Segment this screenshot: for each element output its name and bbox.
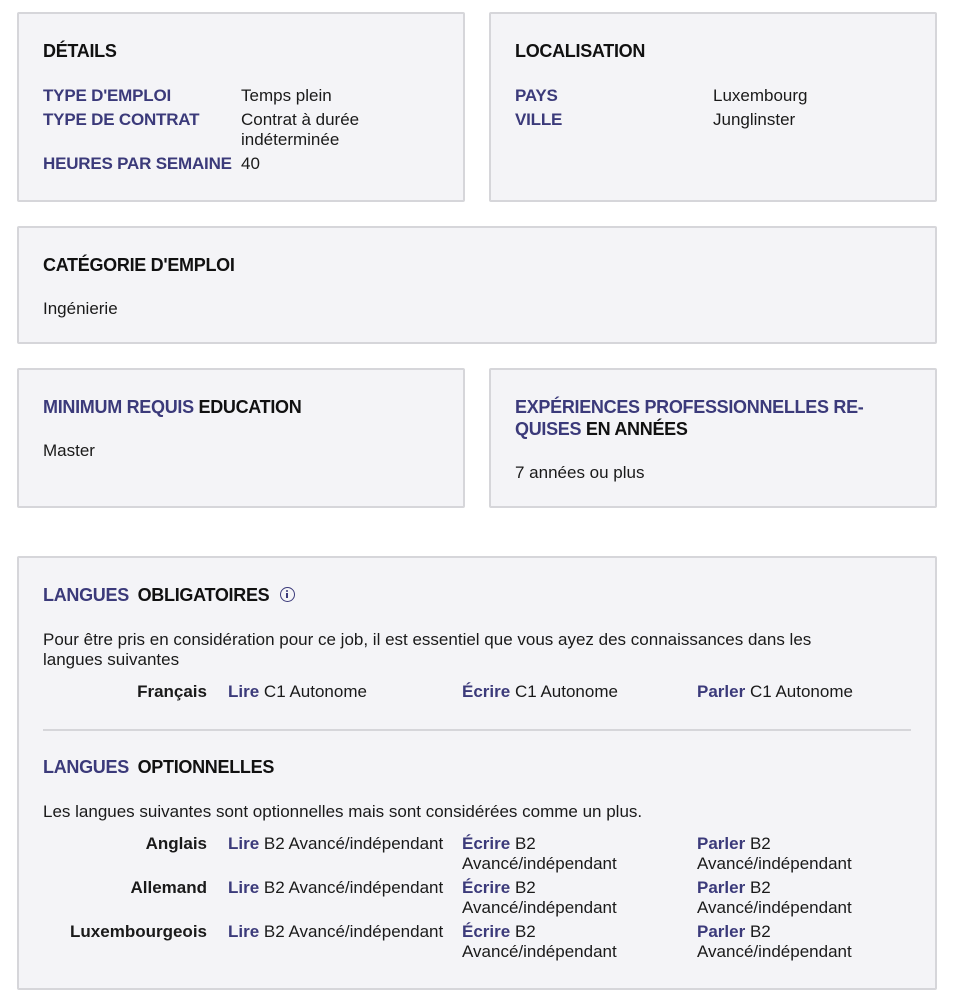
optional-description: Les langues suivantes sont optionnelles mais sont considérées comme un plus. (43, 802, 643, 821)
required-languages-title (43, 584, 295, 606)
skill-label: Lire (228, 834, 260, 853)
experience-title-rest: EN ANNÉES (585, 419, 688, 439)
details-value: Temps plein (241, 86, 332, 105)
education-title-rest: EDUCATION (198, 397, 302, 417)
education-title-accent: MINIMUM REQUIS (43, 397, 194, 417)
location-title: LOCALISATION (515, 41, 646, 61)
language-name: Allemand (130, 878, 207, 897)
required-title-accent: LANGUES (43, 585, 129, 605)
details-row-job-type (43, 86, 443, 106)
experience-value: 7 années ou plus (515, 463, 645, 482)
location-value: Luxembourg (713, 86, 808, 105)
skill-label: Écrire (462, 878, 511, 897)
language-row (19, 922, 935, 962)
language-row (19, 834, 935, 874)
experience-card (489, 368, 937, 508)
skill-label: Écrire (462, 834, 511, 853)
optional-title-accent: LANGUES (43, 757, 129, 777)
location-value: Junglinster (713, 110, 796, 129)
details-value: 40 (241, 154, 260, 173)
language-row (19, 682, 935, 702)
location-card (489, 12, 937, 202)
skill-label: Parler (697, 922, 746, 941)
details-label: HEURES PAR SEMAINE (43, 154, 232, 173)
required-title-rest: OBLIGATOIRES (137, 585, 270, 605)
skill-write (462, 834, 632, 874)
skill-label: Écrire (462, 682, 511, 701)
language-name: Français (137, 682, 207, 701)
optional-title-rest: OPTIONNELLES (137, 757, 275, 777)
skill-value: C1 Autonome (749, 682, 853, 701)
details-title: DÉTAILS (43, 41, 117, 61)
skill-label: Écrire (462, 922, 511, 941)
language-name: Luxembourgeois (70, 922, 207, 941)
skill-label: Lire (228, 682, 260, 701)
section-divider (43, 729, 911, 731)
skill-value: C1 Autonome (514, 682, 618, 701)
skill-read (228, 878, 460, 898)
education-card (17, 368, 465, 508)
skill-value: B2 Avancé/indépendant (462, 834, 617, 873)
optional-languages-title (43, 756, 274, 778)
education-title (43, 396, 301, 418)
language-name: Anglais (145, 834, 207, 853)
experience-title-accent-line1: EXPÉRIENCES PROFESSIONNELLES RE- (515, 397, 864, 417)
location-row-city (515, 110, 915, 130)
skill-label: Parler (697, 878, 746, 897)
location-row-country (515, 86, 915, 106)
skill-write (462, 682, 692, 702)
details-value: Contrat à durée indéterminée (241, 110, 360, 149)
category-card (17, 226, 937, 344)
experience-title (515, 396, 915, 440)
skill-value: B2 Avancé/indépendant (263, 834, 444, 853)
details-label: TYPE D'EMPLOI (43, 86, 172, 105)
location-label: PAYS (515, 86, 558, 105)
education-value: Master (43, 441, 95, 460)
skill-read (228, 834, 460, 854)
languages-card (17, 556, 937, 990)
skill-value: B2 Avancé/indépendant (462, 922, 617, 961)
skill-value: B2 Avancé/indépendant (697, 922, 852, 961)
skill-label: Parler (697, 834, 746, 853)
language-row (19, 878, 935, 918)
skill-value: B2 Avancé/indépendant (263, 922, 444, 941)
details-row-hours (43, 154, 443, 174)
location-label: VILLE (515, 110, 563, 129)
experience-title-accent-line2: QUISES (515, 419, 582, 439)
skill-label: Lire (228, 922, 260, 941)
skill-label: Parler (697, 682, 746, 701)
required-description: Pour être pris en considération pour ce job, il est essentiel que vous ayez des connaissances dans les langues suivantes (43, 630, 812, 669)
skill-write (462, 922, 632, 962)
details-label: TYPE DE CONTRAT (43, 110, 200, 129)
skill-speak (697, 878, 869, 918)
skill-read (228, 922, 460, 942)
skill-speak (697, 682, 917, 702)
skill-value: B2 Avancé/indépendant (462, 878, 617, 917)
category-title: CATÉGORIE D'EMPLOI (43, 255, 235, 275)
skill-value: B2 Avancé/indépendant (697, 834, 852, 873)
skill-speak (697, 922, 869, 962)
skill-value: B2 Avancé/indépendant (263, 878, 444, 897)
skill-value: B2 Avancé/indépendant (697, 878, 852, 917)
details-row-contract-type (43, 110, 443, 150)
skill-write (462, 878, 632, 918)
category-value: Ingénierie (43, 299, 118, 318)
skill-label: Lire (228, 878, 260, 897)
skill-speak (697, 834, 869, 874)
skill-value: C1 Autonome (263, 682, 367, 701)
skill-read (228, 682, 458, 702)
details-card (17, 12, 465, 202)
info-circle-icon[interactable] (280, 587, 295, 602)
